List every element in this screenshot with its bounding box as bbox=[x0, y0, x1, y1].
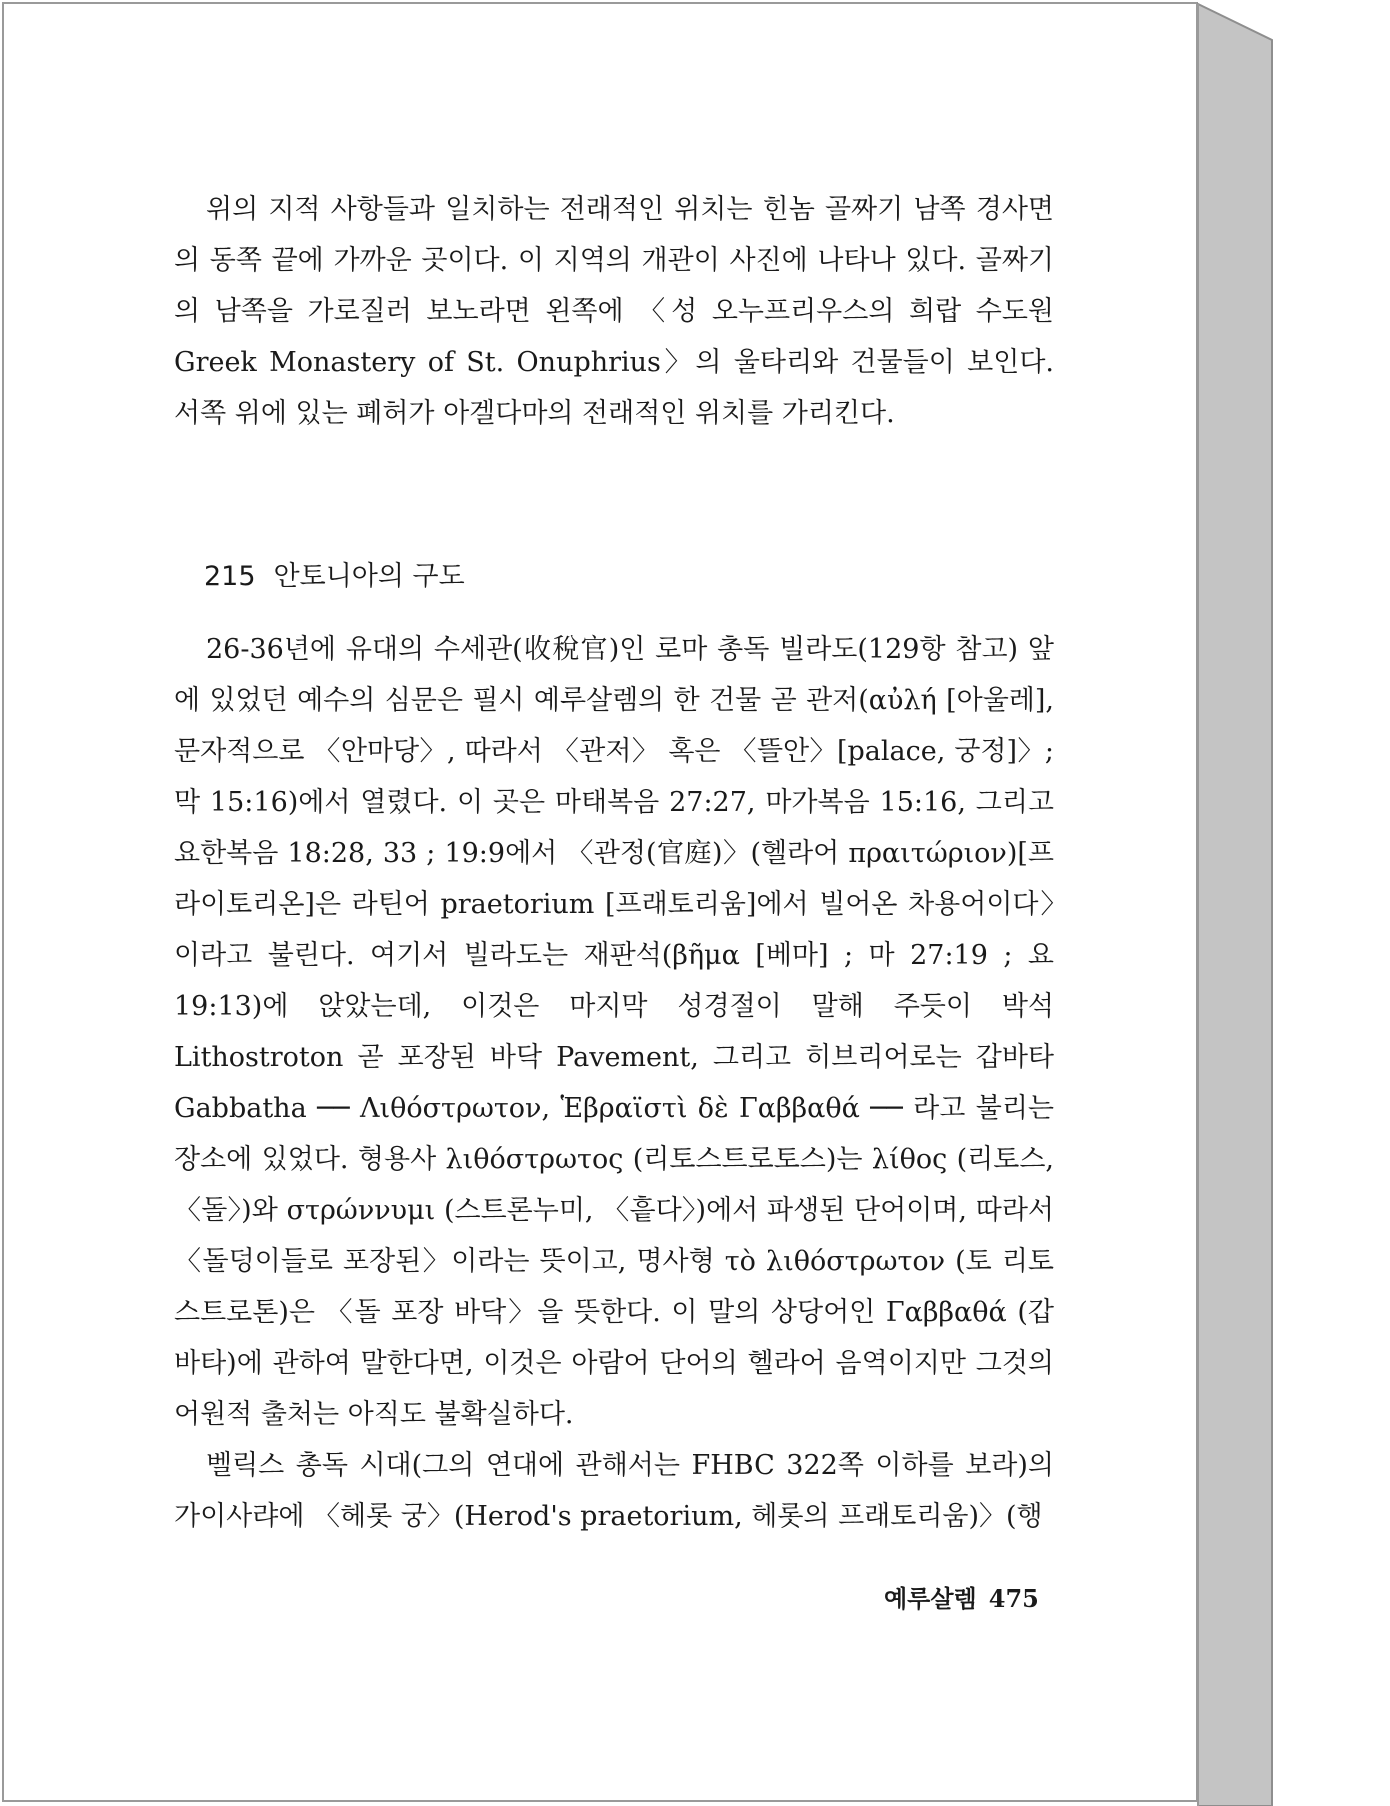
page-number: 475 bbox=[988, 1584, 1039, 1613]
paragraph-3: 벨릭스 총독 시대(그의 연대에 관해서는 FHBC 322쪽 이하를 보라)의 가이사랴에 〈헤롯 궁〉(Herod's praetorium, 헤롯의 프래토리움)〉(행 bbox=[174, 1450, 1054, 1532]
paragraph-1: 위의 지적 사항들과 일치하는 전래적인 위치는 힌놈 골짜기 남쪽 경사면의 동쪽 끝에 가까운 곳이다. 이 지역의 개관이 사진에 나타나 있다. 골짜기의 남쪽을 가로질러 보노라면 왼쪽에 〈성 오누프리우스의 희랍 수도원 Greek Monastery of St. Onuphrius〉의 울타리와 건물들이 보인다. 서쪽 위에 있는 폐허가 아겔다마의 전래적인 위치를 가리킨다. bbox=[174, 194, 1054, 429]
section-title: 안토니아의 구도 bbox=[273, 561, 465, 592]
running-title: 예루살렘 bbox=[884, 1585, 977, 1613]
paragraph-2: 26-36년에 유대의 수세관(收稅官)인 로마 총독 빌라도(129항 참고) 앞에 있었던 예수의 심문은 필시 예루살렘의 한 건물 곧 관저(αὐλή [아울레], 문자적으로 〈안마당〉, 따라서 〈관저〉 혹은 〈뜰안〉[palace, 궁정]〉; 막 15:16)에서 열렸다. 이 곳은 마태복음 27:27, 마가복음 15:16, 그리고 요한복음 18:28, 33 ; 19:9에서 〈관정(官庭)〉(헬라어 πραιτώριον)[프라이토리온]은 라틴어 praetorium [프래토리움]에서 빌어온 차용어이다〉이라고 불린다. 여기서 빌라도는 재판석(βῆμα [베마] ; 마 27:19 ; 요 19:13)에 앉았는데, 이것은 마지막 성경절이 말해 주듯이 박석 Lithostroton 곧 포장된 바닥 Pavement, 그리고 히브리어로는 갑바타 Gabbatha ── Λιθόστρωτον, Ἑβραϊστὶ δὲ Γαββαθά ── 라고 불리는 장소에 있었다. 형용사 λιθόστρωτος (리토스트로토스)는 λίθος (리토스, 〈돌〉)와 στρώννυμι (스트론누미, 〈흩다〉)에서 파생된 단어이며, 따라서 〈돌덩이들로 포장된〉이라는 뜻이고, 명사형 τὸ λιθόστρωτον (토 리토스트로톤)은 〈돌 포장 바닥〉을 뜻한다. 이 말의 상당어인 Γαββαθά (갑바타)에 관하여 말한다면, 이것은 아람어 단어의 헬라어 음역이지만 그것의 어원적 출처는 아직도 불확실하다. bbox=[174, 634, 1054, 1430]
section-number: 215 bbox=[204, 561, 256, 592]
spine-face bbox=[1198, 4, 1272, 1806]
